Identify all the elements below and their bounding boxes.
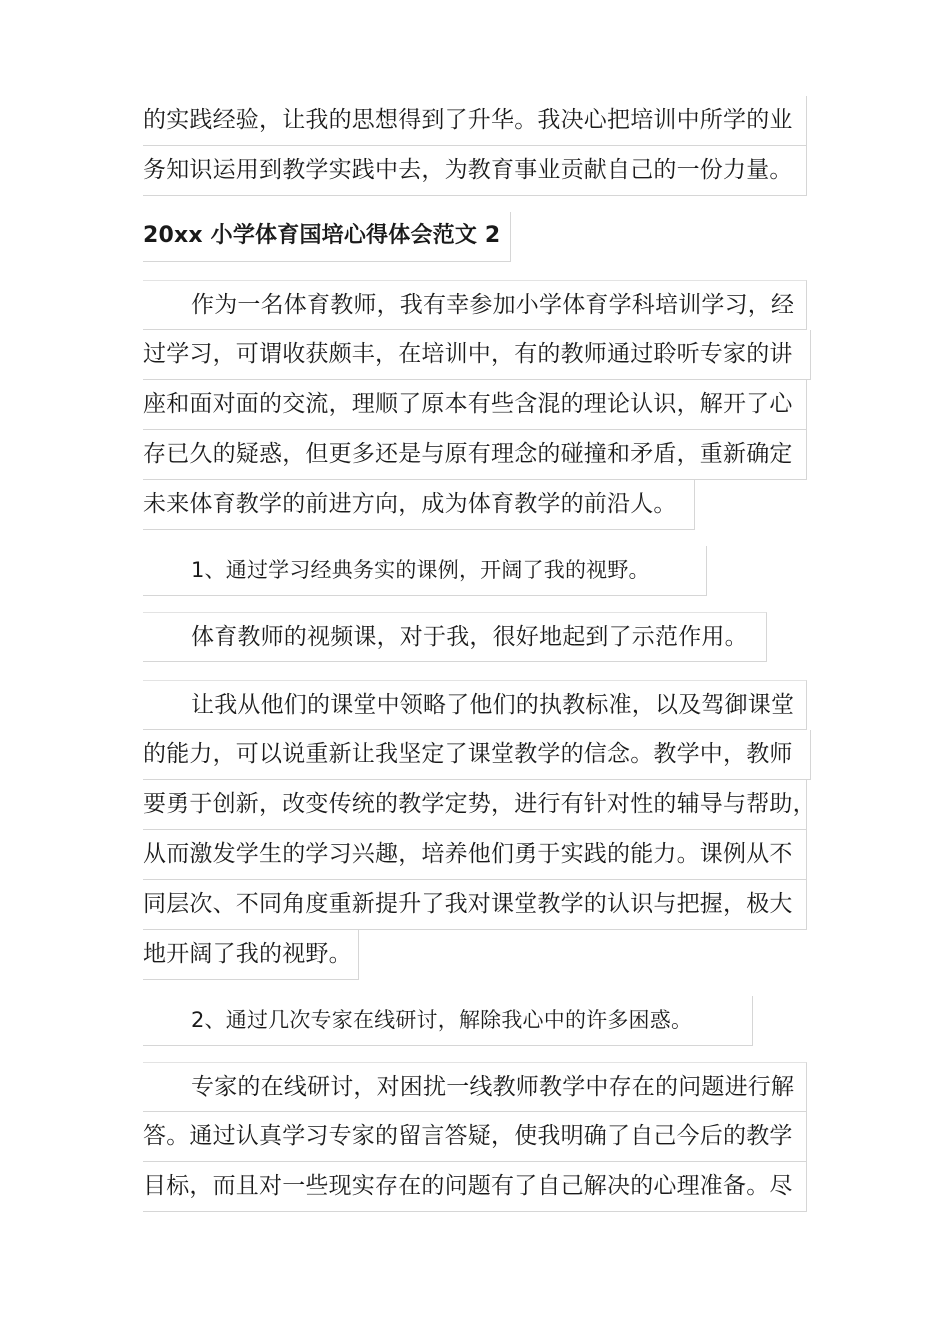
- point-1: 1、通过学习经典务实的课例，开阔了我的视野。: [143, 546, 707, 596]
- para2: 体育教师的视频课，对于我，很好地起到了示范作用。: [143, 612, 767, 662]
- para1-line-1: 作为一名体育教师，我有幸参加小学体育学科培训学习，经: [143, 280, 807, 330]
- continuation-line-2: 务知识运用到教学实践中去，为教育事业贡献自己的一份力量。: [143, 146, 807, 196]
- para3-line-2: 的能力，可以说重新让我坚定了课堂教学的信念。教学中，教师: [143, 730, 811, 780]
- para3-line-4: 从而激发学生的学习兴趣，培养他们勇于实践的能力。课例从不: [143, 830, 807, 880]
- para1-line-4: 存已久的疑惑，但更多还是与原有理念的碰撞和矛盾，重新确定: [143, 430, 807, 480]
- section-heading: 20xx 小学体育国培心得体会范文 2: [143, 212, 511, 262]
- para4-line-3: 目标，而且对一些现实存在的问题有了自己解决的心理准备。尽: [143, 1162, 807, 1212]
- para3-line-6: 地开阔了我的视野。: [143, 930, 359, 980]
- point-2: 2、通过几次专家在线研讨，解除我心中的许多困惑。: [143, 996, 753, 1046]
- para4-line-2: 答。通过认真学习专家的留言答疑，使我明确了自己今后的教学: [143, 1112, 807, 1162]
- para3-line-3: 要勇于创新，改变传统的教学定势，进行有针对性的辅导与帮助，: [143, 780, 807, 830]
- para3-line-1: 让我从他们的课堂中领略了他们的执教标准，以及驾御课堂: [143, 680, 807, 730]
- para3-line-5: 同层次、不同角度重新提升了我对课堂教学的认识与把握，极大: [143, 880, 807, 930]
- continuation-line-1: 的实践经验，让我的思想得到了升华。我决心把培训中所学的业: [143, 96, 807, 146]
- para1-line-5: 未来体育教学的前进方向，成为体育教学的前沿人。: [143, 480, 695, 530]
- para1-line-3: 座和面对面的交流，理顺了原本有些含混的理论认识，解开了心: [143, 380, 807, 430]
- para4-line-1: 专家的在线研讨，对困扰一线教师教学中存在的问题进行解: [143, 1062, 807, 1112]
- para1-line-2: 过学习，可谓收获颇丰，在培训中，有的教师通过聆听专家的讲: [143, 330, 811, 380]
